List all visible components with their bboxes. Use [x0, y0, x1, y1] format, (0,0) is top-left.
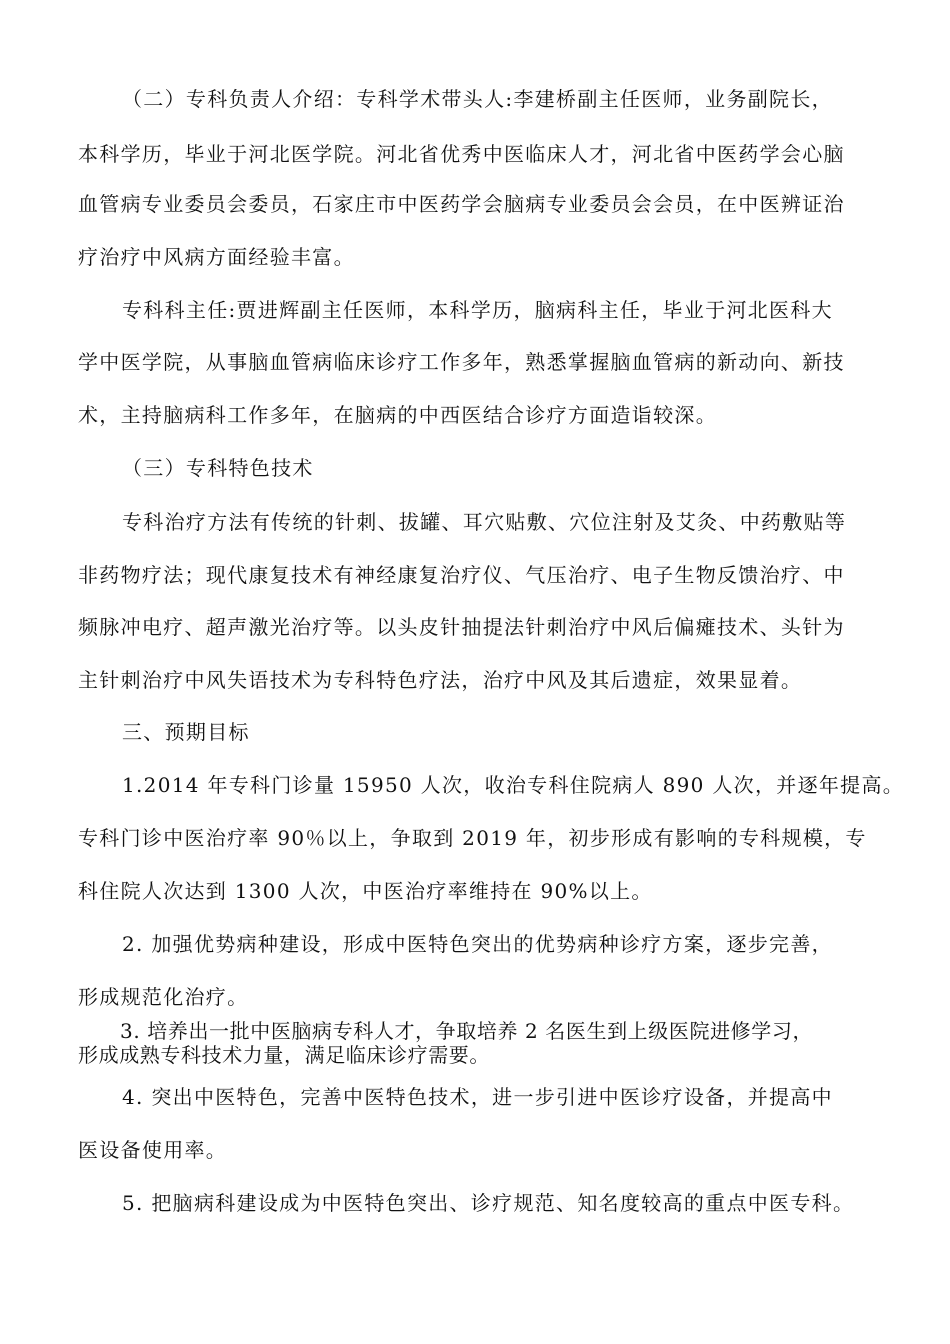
text-line: 形成规范化治疗。: [78, 985, 249, 1009]
text-line: 形成成熟专科技术力量，满足临床诊疗需要。: [78, 1043, 490, 1067]
text-line: 血管病专业委员会委员，石家庄市中医药学会脑病专业委员会会员，在中医辨证治: [78, 192, 845, 216]
text-line: 医设备使用率。: [78, 1138, 228, 1162]
text-line: 学中医学院，从事脑血管病临床诊疗工作多年，熟悉掌握脑血管病的新动向、新技: [78, 350, 845, 374]
text-line: 专科门诊中医治疗率 90％以上，争取到 2019 年，初步形成有影响的专科规模，专: [78, 826, 867, 850]
text-line: 疗治疗中风病方面经验丰富。: [78, 245, 355, 269]
text-line: 4. 突出中医特色，完善中医特色技术，进一步引进中医诊疗设备，并提高中: [122, 1085, 833, 1109]
text-line: 专科科主任:贾进辉副主任医师，本科学历，脑病科主任，毕业于河北医科大: [122, 298, 833, 322]
text-line: 3. 培养出一批中医脑病专科人才，争取培养 2 名医生到上级医院进修学习，: [120, 1019, 814, 1043]
text-line: 频脉冲电疗、超声激光治疗等。以头皮针抽提法针刺治疗中风后偏瘫技术、头针为: [78, 615, 845, 639]
text-line: 非药物疗法；现代康复技术有神经康复治疗仪、气压治疗、电子生物反馈治疗、中: [78, 563, 845, 587]
section-heading: （三）专科特色技术: [122, 456, 314, 480]
text-line: 本科学历，毕业于河北医学院。河北省优秀中医临床人才，河北省中医药学会心脑: [78, 142, 845, 166]
text-line: 主针刺治疗中风失语技术为专科特色疗法，治疗中风及其后遗症，效果显着。: [78, 668, 803, 692]
text-line: （二）专科负责人介绍：专科学术带头人:李建桥副主任医师，业务副院长，: [122, 87, 833, 111]
text-line: 1.2014 年专科门诊量 15950 人次，收治专科住院病人 890 人次，并逐年提高。: [122, 773, 905, 797]
text-line: 科住院人次达到 1300 人次，中医治疗率维持在 90%以上。: [78, 879, 653, 903]
text-line: 2. 加强优势病种建设，形成中医特色突出的优势病种诊疗方案，逐步完善，: [122, 932, 833, 956]
text-line: 术，主持脑病科工作多年，在脑病的中西医结合诊疗方面造诣较深。: [78, 403, 717, 427]
section-heading: 三、预期目标: [122, 720, 250, 744]
text-line: 专科治疗方法有传统的针刺、拔罐、耳穴贴敷、穴位注射及艾灸、中药敷贴等: [122, 510, 847, 534]
text-line: 5. 把脑病科建设成为中医特色突出、诊疗规范、知名度较高的重点中医专科。: [122, 1191, 855, 1215]
